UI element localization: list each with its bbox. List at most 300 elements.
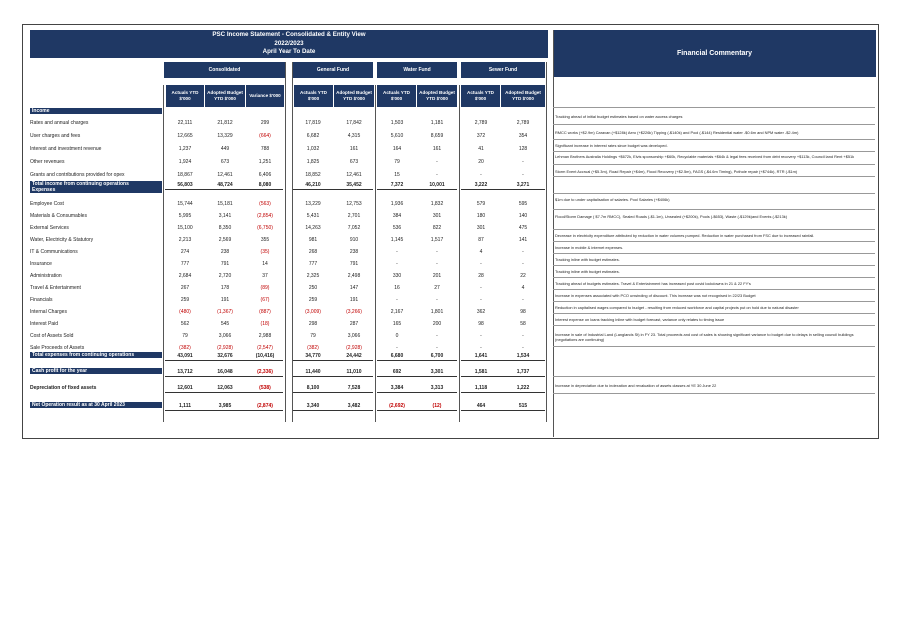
table-cell: (382)	[179, 345, 191, 351]
commentary-item: RMCC works (+$2.9m) Caravan (+$128k) Aero (+$226k) Tipping (-$140k) and Pool (-$144) Residential water -$0.6m and NPM water -$2.4m)	[555, 130, 799, 135]
table-cell: 384	[392, 213, 402, 219]
col-header-adopted: Adopted Budget YTD $'000	[501, 85, 545, 107]
table-cell: 267	[180, 285, 190, 291]
table-cell: 13,329	[217, 133, 233, 139]
table-cell: -	[480, 333, 482, 339]
table-cell: 2,789	[474, 120, 488, 126]
total-underline	[293, 392, 373, 393]
table-cell: 1,581	[474, 369, 488, 375]
table-cell: 5,431	[306, 213, 320, 219]
table-cell: 354	[518, 133, 528, 139]
table-cell: 1,032	[306, 146, 320, 152]
table-cell: 98	[520, 309, 526, 315]
total-underline	[165, 360, 283, 361]
commentary-divider	[553, 376, 875, 377]
table-cell: -	[522, 297, 524, 303]
table-cell: 3,313	[430, 385, 444, 391]
table-cell: (89)	[260, 285, 270, 291]
table-cell: 3,066	[218, 333, 232, 339]
table-cell: 301	[432, 213, 442, 219]
commentary-item: Increase in mobile & internet expenses.	[555, 245, 624, 250]
table-cell: 12,753	[346, 201, 362, 207]
commentary-item: Storm Event Accrual (+$5.3m), Road Repair (+$4m), Flood Recovery (+$2.5m), FAGS (-$4.6m Timing), Pothole repair (+$744k), RTR (-$1m)	[555, 169, 798, 174]
commentary-item: Decrease in electricity expenditure attributed by reduction in water volumes pumped. Reduction in water purchased from FSC due to increased rainfall.	[555, 233, 815, 238]
table-cell: 1,118	[474, 385, 488, 391]
table-cell: 180	[476, 213, 486, 219]
table-cell: 1,237	[178, 146, 192, 152]
table-cell: 16	[394, 285, 400, 291]
table-cell: -	[522, 159, 524, 165]
table-cell: 0	[395, 333, 399, 339]
table-cell: 13,712	[177, 369, 193, 375]
table-cell: 201	[432, 273, 442, 279]
row-label: Depreciation of fixed assets	[30, 385, 97, 391]
table-cell: 259	[180, 297, 190, 303]
commentary-divider	[553, 325, 875, 326]
table-cell: 6,680	[390, 353, 404, 359]
table-cell: 301	[476, 225, 486, 231]
commentary-divider	[553, 277, 875, 278]
row-label: User charges and fees	[30, 133, 81, 139]
table-cell: 18,867	[177, 172, 193, 178]
table-cell: (2,928)	[217, 345, 233, 351]
section-expenses: Expenses	[30, 187, 162, 193]
table-cell: 673	[349, 159, 359, 165]
table-cell: -	[436, 172, 438, 178]
table-cell: 545	[220, 321, 230, 327]
total-underline	[377, 392, 457, 393]
table-cell: 1,181	[430, 120, 444, 126]
table-cell: -	[480, 297, 482, 303]
table-cell: 8,659	[430, 133, 444, 139]
report-title	[30, 30, 548, 58]
table-cell: 46,210	[305, 182, 321, 188]
table-cell: 191	[349, 297, 359, 303]
table-cell: 4	[521, 285, 525, 291]
commentary-divider	[553, 229, 875, 230]
table-cell: 372	[476, 133, 486, 139]
commentary-divider	[553, 313, 875, 314]
table-cell: 1,534	[516, 353, 530, 359]
commentary-divider	[553, 241, 875, 242]
row-label: Interest Paid	[30, 321, 59, 327]
table-cell: 1,222	[516, 385, 530, 391]
table-cell: 17,819	[305, 120, 321, 126]
table-cell: 15	[394, 172, 400, 178]
row-label: Materials & Consumables	[30, 213, 87, 219]
total-underline	[165, 392, 283, 393]
table-cell: (2,547)	[257, 345, 273, 351]
table-cell: 12,601	[177, 385, 193, 391]
table-cell: 7,528	[347, 385, 361, 391]
table-cell: 274	[180, 249, 190, 255]
table-cell: 87	[478, 237, 484, 243]
table-cell: 12,461	[217, 172, 233, 178]
table-cell: 24,442	[346, 353, 362, 359]
commentary-item: Tracking ahead of budgets estimates. Travel & Entertainment has increased post covid lockdowns in 21 & 22 FY's	[555, 281, 751, 286]
table-cell: 2,701	[347, 213, 361, 219]
table-cell: (3,266)	[346, 309, 362, 315]
table-cell: 48,724	[217, 182, 233, 188]
commentary-divider	[553, 301, 875, 302]
table-cell: 6,682	[306, 133, 320, 139]
table-cell: 2,720	[218, 273, 232, 279]
group-consolidated: Consolidated	[164, 62, 285, 78]
table-cell: -	[480, 345, 482, 351]
table-cell: 595	[518, 201, 528, 207]
table-cell: (480)	[179, 309, 191, 315]
table-cell: 2,684	[178, 273, 192, 279]
total-underline	[293, 360, 373, 361]
row-label: Cost of Assets Sold	[30, 333, 74, 339]
commentary-item: Tracking inline with budget estimates.	[555, 269, 620, 274]
table-cell: 4,315	[347, 133, 361, 139]
commentary-divider	[553, 265, 875, 266]
total-underline	[461, 410, 545, 411]
commentary-divider	[553, 393, 875, 394]
table-cell: -	[396, 345, 398, 351]
group-water-fund: Water Fund	[377, 62, 457, 78]
table-cell: 5,610	[390, 133, 404, 139]
table-cell: 4	[479, 249, 483, 255]
table-cell: 8,350	[218, 225, 232, 231]
row-label: Other revenues	[30, 159, 65, 165]
table-cell: 6,406	[258, 172, 272, 178]
commentary-item: Tracking inline with budget estimates.	[555, 257, 620, 262]
table-cell: 178	[220, 285, 230, 291]
table-cell: -	[522, 249, 524, 255]
table-cell: (18)	[260, 321, 270, 327]
commentary-divider	[553, 253, 875, 254]
commentary-item: Significant increase in interest rates since budget was developed.	[555, 143, 668, 148]
total-underline	[377, 189, 457, 190]
total-underline	[461, 392, 545, 393]
table-cell: 1,825	[306, 159, 320, 165]
table-cell: 2,498	[347, 273, 361, 279]
table-cell: 673	[220, 159, 230, 165]
table-cell: (2,928)	[346, 345, 362, 351]
table-cell: -	[522, 261, 524, 267]
table-cell: 2,167	[390, 309, 404, 315]
total-row-label: Total expenses from continuing operations	[30, 352, 162, 358]
row-label: Financials	[30, 297, 53, 303]
row-label: Grants and contributions provided for opex	[30, 172, 125, 178]
table-cell: 13,229	[305, 201, 321, 207]
table-cell: (35)	[260, 249, 270, 255]
table-cell: (538)	[259, 385, 271, 391]
table-cell: 15,744	[177, 201, 193, 207]
row-label: Rates and annual charges	[30, 120, 89, 126]
table-cell: 1,251	[258, 159, 272, 165]
table-cell: 791	[220, 261, 230, 267]
table-cell: (1,367)	[217, 309, 233, 315]
total-underline	[461, 360, 545, 361]
commentary-item: Lehman Brothers Australia Holdings +$672k, Elvis sponsorship +$60k, Recyclable materials +$64k & legal fees received from debt recovery +$113k, Council land Rent +$51k	[555, 154, 855, 159]
row-label: Sale Proceeds of Assets	[30, 345, 85, 351]
table-cell: 355	[260, 237, 270, 243]
table-cell: 562	[180, 321, 190, 327]
total-underline	[293, 376, 373, 377]
table-cell: 7,052	[347, 225, 361, 231]
col-header-actuals: Actuals YTD $'000	[294, 85, 333, 107]
table-cell: 3,384	[390, 385, 404, 391]
table-cell: (2,854)	[257, 213, 273, 219]
total-underline	[377, 360, 457, 361]
table-cell: 7,372	[390, 182, 404, 188]
table-cell: -	[436, 297, 438, 303]
row-label: Travel & Entertainment	[30, 285, 81, 291]
table-cell: (2,336)	[257, 369, 273, 375]
table-cell: 12,461	[346, 172, 362, 178]
total-underline	[165, 189, 283, 190]
col-header-actuals: Actuals YTD $'000	[377, 85, 416, 107]
col-header-adopted: Adopted Budget YTD $'000	[417, 85, 457, 107]
table-cell: 1,924	[178, 159, 192, 165]
table-cell: 35,452	[346, 182, 362, 188]
table-cell: 1,801	[430, 309, 444, 315]
table-cell: 98	[478, 321, 484, 327]
table-cell: 22	[520, 273, 526, 279]
table-cell: (67)	[260, 297, 270, 303]
table-cell: 2,789	[516, 120, 530, 126]
total-underline	[293, 189, 373, 190]
table-cell: 3,340	[306, 403, 320, 409]
group-general-fund: General Fund	[293, 62, 373, 78]
row-label: Administration	[30, 273, 62, 279]
table-cell: 141	[518, 237, 528, 243]
commentary-divider	[553, 346, 875, 347]
table-cell: 330	[392, 273, 402, 279]
table-cell: -	[436, 345, 438, 351]
group-sewer-fund: Sewer Fund	[461, 62, 545, 78]
title-line-3: April Year To Date	[262, 48, 316, 56]
section-income: Income	[30, 108, 162, 114]
table-cell: -	[436, 333, 438, 339]
commentary-divider	[553, 176, 875, 177]
commentary-divider	[553, 193, 875, 194]
total-underline	[461, 376, 545, 377]
total-underline	[377, 376, 457, 377]
table-cell: 79	[394, 159, 400, 165]
table-cell: 22,111	[177, 120, 193, 126]
table-cell: 238	[220, 249, 230, 255]
table-cell: 298	[308, 321, 318, 327]
table-cell: 3,066	[347, 333, 361, 339]
table-cell: 1,641	[474, 353, 488, 359]
table-cell: -	[396, 297, 398, 303]
row-label: Internal Charges	[30, 309, 67, 315]
row-label: Interest and investment revenue	[30, 146, 102, 152]
table-cell: (664)	[259, 133, 271, 139]
table-cell: 536	[392, 225, 402, 231]
table-cell: -	[522, 172, 524, 178]
table-cell: 147	[349, 285, 359, 291]
total-underline	[377, 410, 457, 411]
table-cell: -	[436, 261, 438, 267]
table-cell: 18,852	[305, 172, 321, 178]
table-cell: -	[480, 285, 482, 291]
grid-line	[375, 85, 376, 422]
table-cell: 14	[262, 261, 268, 267]
table-cell: (563)	[259, 201, 271, 207]
table-cell: -	[436, 159, 438, 165]
total-row-label: Cash profit for the year	[30, 368, 162, 374]
table-cell: 3,985	[218, 403, 232, 409]
table-cell: 164	[392, 146, 402, 152]
table-cell: 3,271	[516, 182, 530, 188]
table-cell: 777	[180, 261, 190, 267]
grid-line	[163, 85, 164, 422]
table-cell: 464	[476, 403, 486, 409]
table-cell: 140	[518, 213, 528, 219]
commentary-divider	[553, 107, 875, 108]
table-cell: 43,091	[177, 353, 193, 359]
table-cell: 1,111	[179, 403, 191, 409]
commentary-item: Increase in sale of Industrial Land (Langlands St) in FY 23. Total proceeds and cost of sales is showing significant variance to budget due to delays in selling council buildings (negotiations are continuing)	[555, 332, 854, 342]
commentary-item: Flood/Storm Damage ( $7.7m RMCC), Sealed Roads (-$1.1m), Unsealed (+$200k), Pools (-$653), Waste (-$129k)and Events (-$213k)	[555, 214, 787, 219]
table-cell: 2,213	[178, 237, 192, 243]
table-cell: (12)	[432, 403, 442, 409]
table-cell: 79	[310, 333, 316, 339]
table-cell: -	[396, 249, 398, 255]
table-cell: 191	[220, 297, 230, 303]
col-header-actuals: Actuals YTD $'000	[461, 85, 500, 107]
table-cell: 3,301	[430, 369, 444, 375]
table-cell: 17,842	[346, 120, 362, 126]
table-cell: 1,145	[390, 237, 404, 243]
table-cell: 3,222	[474, 182, 488, 188]
table-cell: 16,048	[217, 369, 233, 375]
table-cell: 788	[260, 146, 270, 152]
table-cell: 981	[308, 237, 318, 243]
table-cell: 15,181	[217, 201, 233, 207]
table-cell: 200	[432, 321, 442, 327]
table-cell: 32,676	[217, 353, 233, 359]
table-cell: 2,988	[258, 333, 272, 339]
table-cell: 822	[432, 225, 442, 231]
table-cell: 12,063	[217, 385, 233, 391]
table-cell: 1,517	[430, 237, 444, 243]
commentary-item: Increase in depreciation due to indexation and revaluation of assets classes at YE 30 June 22	[555, 383, 717, 388]
table-cell: 12,665	[177, 133, 193, 139]
table-cell: -	[480, 261, 482, 267]
grid-line	[546, 62, 547, 422]
commentary-item: $1m due to under capitalisation of salaries. Pool Salaries (+$406k)	[555, 197, 670, 202]
table-cell: 21,812	[217, 120, 233, 126]
table-cell: 2,569	[218, 237, 232, 243]
commentary-divider	[553, 139, 875, 140]
table-cell: 268	[308, 249, 318, 255]
table-cell: (2,692)	[389, 403, 405, 409]
table-cell: 475	[518, 225, 528, 231]
table-cell: 299	[260, 120, 270, 126]
table-cell: 259	[308, 297, 318, 303]
commentary-item: Interest expense on loans tracking inline with budget forecast, variance only relates to timing issue	[555, 317, 725, 322]
table-cell: 1,503	[390, 120, 404, 126]
col-header-adopted: Adopted Budget YTD $'000	[334, 85, 374, 107]
table-cell: 128	[518, 146, 528, 152]
table-cell: 1,936	[390, 201, 404, 207]
total-row-label: Net Operation result as at 30 April 2023	[30, 402, 162, 408]
commentary-divider	[553, 124, 875, 125]
title-line-2: 2022/2023	[274, 39, 304, 47]
commentary-item: Increase in expenses associated with PCO unwinding of discount. This increase was not recognised in 22/23 Budget	[555, 293, 756, 298]
commentary-divider	[553, 164, 875, 165]
row-label: Employee Cost	[30, 201, 64, 207]
table-cell: -	[480, 172, 482, 178]
table-cell: -	[436, 249, 438, 255]
table-cell: 2,325	[306, 273, 320, 279]
table-cell: 692	[392, 369, 402, 375]
total-underline	[165, 376, 283, 377]
table-cell: 3,482	[347, 403, 361, 409]
total-row-label: Total income from continuing operations	[30, 181, 162, 187]
row-label: Insurance	[30, 261, 52, 267]
table-cell: 15,100	[177, 225, 193, 231]
table-cell: 14,263	[305, 225, 321, 231]
table-cell: 11,010	[346, 369, 362, 375]
table-cell: 165	[392, 321, 402, 327]
table-cell: 449	[220, 146, 230, 152]
row-label: IT & Communications	[30, 249, 78, 255]
row-label: Water, Electricity & Statutory	[30, 237, 94, 243]
table-cell: 37	[262, 273, 268, 279]
total-underline	[293, 410, 373, 411]
table-cell: 56,803	[177, 182, 193, 188]
table-cell: 3,141	[218, 213, 232, 219]
table-cell: (382)	[307, 345, 319, 351]
table-cell: 579	[476, 201, 486, 207]
col-header-actuals: Actuals YTD $'000	[166, 85, 204, 107]
table-cell: 8,100	[306, 385, 320, 391]
table-cell: -	[522, 333, 524, 339]
table-cell: 41	[478, 146, 484, 152]
col-header-adopted: Adopted Budget YTD $'000	[205, 85, 245, 107]
table-cell: 910	[349, 237, 359, 243]
grid-line	[285, 62, 286, 422]
table-cell: (2,874)	[257, 403, 273, 409]
commentary-item: Tracking ahead of initial budget estimates based on water access charges	[555, 114, 683, 119]
table-cell: 34,770	[305, 353, 321, 359]
table-cell: (887)	[259, 309, 271, 315]
table-cell: 777	[308, 261, 318, 267]
total-underline	[165, 410, 283, 411]
table-cell: 27	[434, 285, 440, 291]
table-cell: 1,832	[430, 201, 444, 207]
title-line-1: PSC Income Statement - Consolidated & Entity View	[212, 31, 366, 38]
table-cell: -	[396, 261, 398, 267]
commentary-divider	[553, 209, 875, 210]
table-cell: (10,416)	[255, 353, 275, 359]
table-cell: (6,750)	[257, 225, 273, 231]
commentary-divider	[553, 151, 875, 152]
table-cell: 161	[349, 146, 359, 152]
commentary-divider	[553, 289, 875, 290]
table-cell: 238	[349, 249, 359, 255]
table-cell: 5,995	[178, 213, 192, 219]
table-cell: (3,009)	[305, 309, 321, 315]
table-cell: 287	[349, 321, 359, 327]
table-cell: 161	[432, 146, 442, 152]
grid-line	[459, 85, 460, 422]
table-cell: 8,080	[258, 182, 272, 188]
commentary-header: Financial Commentary	[553, 30, 876, 77]
table-cell: 11,440	[305, 369, 321, 375]
col-header-variance: Variance $'000	[246, 85, 284, 107]
table-cell: 10,001	[429, 182, 445, 188]
table-cell: -	[522, 345, 524, 351]
table-cell: 58	[520, 321, 526, 327]
